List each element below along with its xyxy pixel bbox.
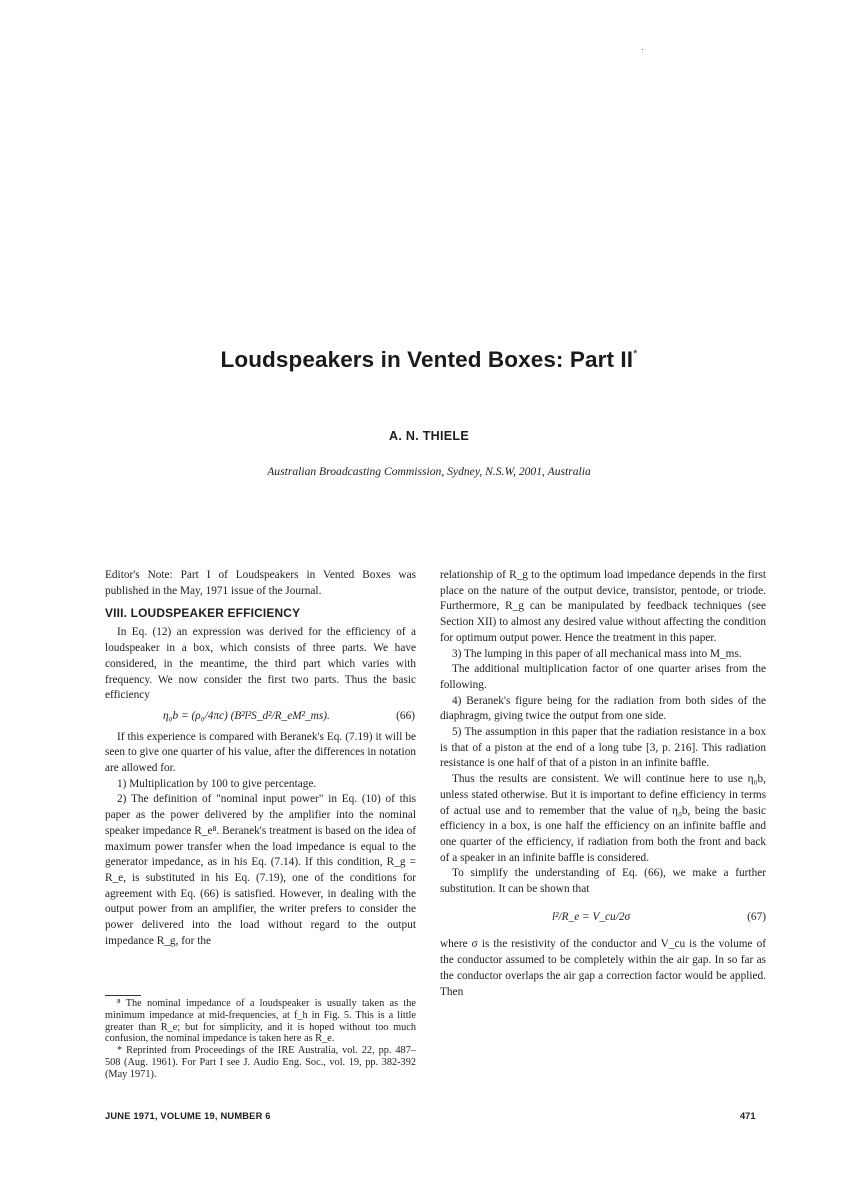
author-affiliation: Australian Broadcasting Commission, Sydney, N.S.W, 2001, Australia xyxy=(267,465,591,478)
editor-note: Editor's Note: Part I of Loudspeakers in Vented Boxes was published in the May, 1971 issue of the Journal. xyxy=(105,569,416,597)
list-item: 5) The assumption in this paper that the radiation resistance in a box is that of a piston at the end of a long tube [3, p. 216]. This radiation resistance is one half of that of a piston in an infinite baffle. xyxy=(440,726,766,770)
paragraph: In Eq. (12) an expression was derived for the efficiency of a loudspeaker in a box, which consists of three parts. We have considered, in the meantime, the third part which varies with frequency. We now consider the first two parts. Thus the basic efficiency xyxy=(105,626,416,702)
paragraph: where σ is the resistivity of the conductor and V_cu is the volume of the conductor assumed to be completely within the air gap. In so far as the conductor overlaps the air gap a correction factor would be applied. Then xyxy=(440,938,766,998)
footnote-8: ⁸ The nominal impedance of a loudspeaker is usually taken as the minimum impedance at mid-frequencies, at f_h in Fig. 5. This is a little greater than R_e; but for simplicity, and it is hoped without too much confusion, the nominal impedance is taken here as R_e. xyxy=(105,998,416,1045)
footnote-reprint: * Reprinted from Proceedings of the IRE Australia, vol. 22, pp. 487–508 (Aug. 1961). For Part I see J. Audio Eng. Soc., vol. 19, pp. 382-392 (May 1971). xyxy=(105,1045,416,1080)
paragraph: relationship of R_g to the optimum load impedance depends in the first place on the nature of the output device, transistor, pentode, or triode. Furthermore, R_g can be manipulated by feedback techniques (see Section XII) to almost any desired value without affecting the condition for optimum output power. Hence the treatment in this paper. xyxy=(440,569,766,644)
left-column xyxy=(105,568,416,949)
section-heading: VIII. LOUDSPEAKER EFFICIENCY xyxy=(105,606,301,621)
equation-formula: l²/R_e = V_cu/2σ xyxy=(552,910,631,923)
list-item: 1) Multiplication by 100 to give percentage. xyxy=(117,777,317,790)
article-title-text: Loudspeakers in Vented Boxes: Part II xyxy=(220,347,634,372)
journal-issue-footer: JUNE 1971, VOLUME 19, NUMBER 6 xyxy=(105,1111,271,1121)
equation-number: (67) xyxy=(747,910,766,923)
footnotes xyxy=(105,995,416,1081)
equation-66 xyxy=(105,709,416,725)
equation-number: (66) xyxy=(396,709,415,722)
paragraph: The additional multiplication factor of one quarter arises from the following. xyxy=(440,663,766,691)
equation-67 xyxy=(440,910,766,926)
scan-speck xyxy=(642,49,643,50)
right-column xyxy=(440,568,766,1000)
article-title xyxy=(0,347,858,373)
author-name: A. N. THIELE xyxy=(389,429,469,443)
list-item: 4) Beranek's figure being for the radiation from both sides of the diaphragm, giving twice the output from one side. xyxy=(440,694,766,723)
equation-formula: η₀b = (ρ₀/4πc) (B²l²S_d²/R_eM²_ms). xyxy=(163,709,330,722)
paragraph: Thus the results are consistent. We will continue here to use η₀b, unless stated otherwise. But it is important to define efficiency in terms of actual use and to remember that the value of η₀b, being the basic efficiency in a box, is one half the efficiency on an infinite baffle and one quarter of the efficiency, if radiation from both the front and back of a speaker in an infinite baffle is considered. xyxy=(440,773,766,864)
title-footnote-mark: * xyxy=(633,347,638,360)
list-item: 2) The definition of "nominal input power" in Eq. (10) of this paper as the power delivered by the amplifier into the nominal speaker impedance R_e⁸. Beranek's treatment is based on the idea of maximum power transfer when the load impedance is equal to the generator impedance, as in his Eq. (7.14). If this condition, R_g = R_e, is substituted in his Eq. (7.19), one of the conditions for agreement with Eq. (66) is satisfied. However, in dealing with the output power from an amplifier, the writer prefers to consider the power delivered into the load without regard to the output impedance R_g, for the xyxy=(105,793,416,947)
paragraph: If this experience is compared with Beranek's Eq. (7.19) it will be seen to give one quarter of his value, after the differences in notation are allowed for. xyxy=(105,730,416,775)
paragraph: To simplify the understanding of Eq. (66), we make a further substitution. It can be shown that xyxy=(440,867,766,896)
page-number: 471 xyxy=(740,1111,756,1121)
footnote-rule xyxy=(105,995,141,996)
list-item: 3) The lumping in this paper of all mechanical mass into M_ms. xyxy=(452,647,742,660)
